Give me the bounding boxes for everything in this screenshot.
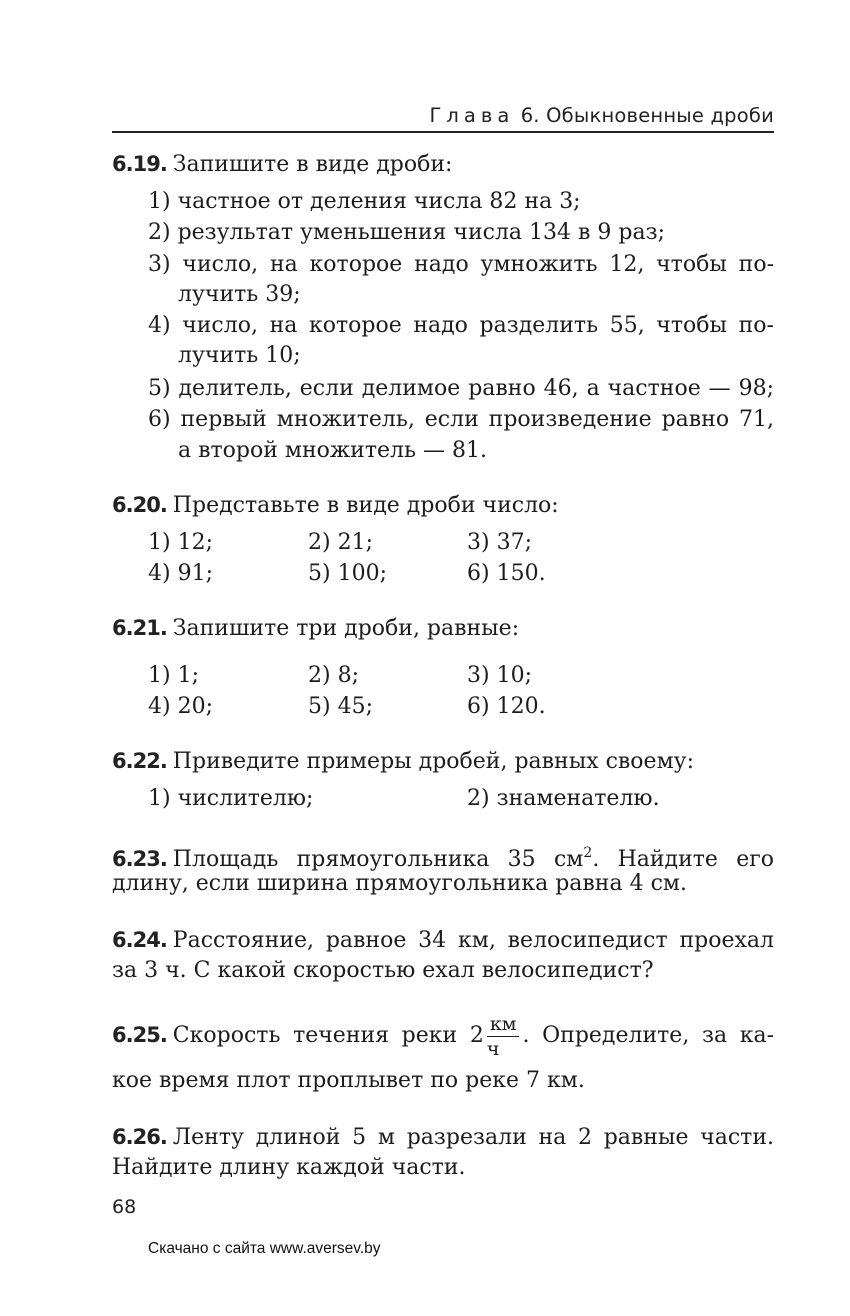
list-item: 1) частное от деления числа 82 на 3; (148, 189, 581, 214)
list-item: 6) первый множитель, если произведение равно 71, (148, 407, 774, 432)
list-item: 4) 20; (148, 694, 213, 719)
list-item: 1) 12; (148, 530, 213, 555)
list-item: 5) 100; (308, 561, 387, 586)
problem-text: . Определите, за ка- (522, 1023, 775, 1048)
list-item-continuation: лучить 10; (178, 343, 301, 368)
list-item: 5) делитель, если делимое равно 46, а частное — 98; (148, 376, 774, 401)
download-source-footer: Скачано с сайта www.aversev.by (148, 1240, 381, 1257)
speed-fraction (487, 1012, 520, 1061)
list-item: 1) 1; (148, 663, 199, 688)
problem-6-26 (112, 1122, 774, 1153)
list-item: 6) 150. (467, 561, 546, 586)
chapter-word: Глава (429, 104, 515, 127)
list-item: 5) 45; (308, 694, 373, 719)
problem-6-26-line2: Найдите длину каждой части. (112, 1155, 466, 1180)
page-number: 68 (112, 1196, 137, 1218)
problem-number: 6.21. (112, 616, 167, 640)
header-rule (112, 131, 774, 133)
list-item: 4) число, на которое надо разделить 55, чтобы по- (148, 313, 774, 338)
problem-6-19-heading (112, 149, 774, 180)
list-item: 2) 21; (308, 530, 373, 555)
problem-6-21-heading (112, 613, 774, 644)
problem-6-24 (112, 925, 774, 956)
problem-number: 6.25. (112, 1023, 167, 1047)
list-item: 3) 37; (467, 530, 532, 555)
list-item-continuation: лучить 39; (178, 282, 301, 307)
list-item: 4) 91; (148, 561, 213, 586)
problem-prompt: Запишите три дроби, равные: (172, 616, 520, 641)
list-item: 1) числителю; (148, 786, 314, 811)
problem-prompt: Представьте в виде дроби число: (172, 493, 559, 518)
list-item: 6) 120. (467, 694, 546, 719)
problem-number: 6.24. (112, 928, 167, 952)
chapter-title: 6. Обыкновенные дроби (520, 104, 774, 127)
fraction-denominator: ч (486, 1037, 500, 1060)
problem-6-24-line2: за 3 ч. С какой скоростью ехал велосипедист? (112, 958, 654, 983)
list-item: 2) результат уменьшения числа 134 в 9 раз; (148, 220, 665, 245)
problem-prompt: Запишите в виде дроби: (172, 152, 453, 177)
problem-text: Расстояние, равное 34 км, велосипедист проехал (172, 928, 774, 953)
problem-number: 6.20. (112, 493, 167, 517)
problem-6-20-heading (112, 490, 774, 521)
list-item-continuation: а второй множитель — 81. (178, 438, 487, 463)
problem-6-25 (112, 1010, 774, 1061)
list-item: 2) 8; (308, 663, 359, 688)
list-item: 3) 10; (467, 663, 532, 688)
problem-number: 6.22. (112, 749, 167, 773)
problem-number: 6.23. (112, 847, 167, 871)
superscript: 2 (583, 845, 593, 861)
problem-text: Площадь прямоугольника 35 см (172, 847, 584, 872)
problem-text: . Найдите его (592, 847, 775, 872)
list-item: 2) знаменателю. (467, 786, 660, 811)
problem-number: 6.19. (112, 152, 167, 176)
problem-6-22-heading (112, 746, 774, 777)
problem-6-25-line2: кое время плот проплывет по реке 7 км. (112, 1068, 585, 1093)
list-item: 3) число, на которое надо умножить 12, чтобы по- (148, 252, 774, 277)
fraction-numerator: км (487, 1012, 520, 1037)
problem-6-23-line2: длину, если ширина прямоугольника равна 4 см. (112, 871, 687, 896)
problem-prompt: Приведите примеры дробей, равных своему: (172, 749, 695, 774)
problem-text: Скорость течения реки 2 (172, 1023, 484, 1048)
running-header (112, 104, 774, 127)
problem-text: Ленту длиной 5 м разрезали на 2 равные части. (172, 1125, 774, 1150)
problem-number: 6.26. (112, 1125, 167, 1149)
